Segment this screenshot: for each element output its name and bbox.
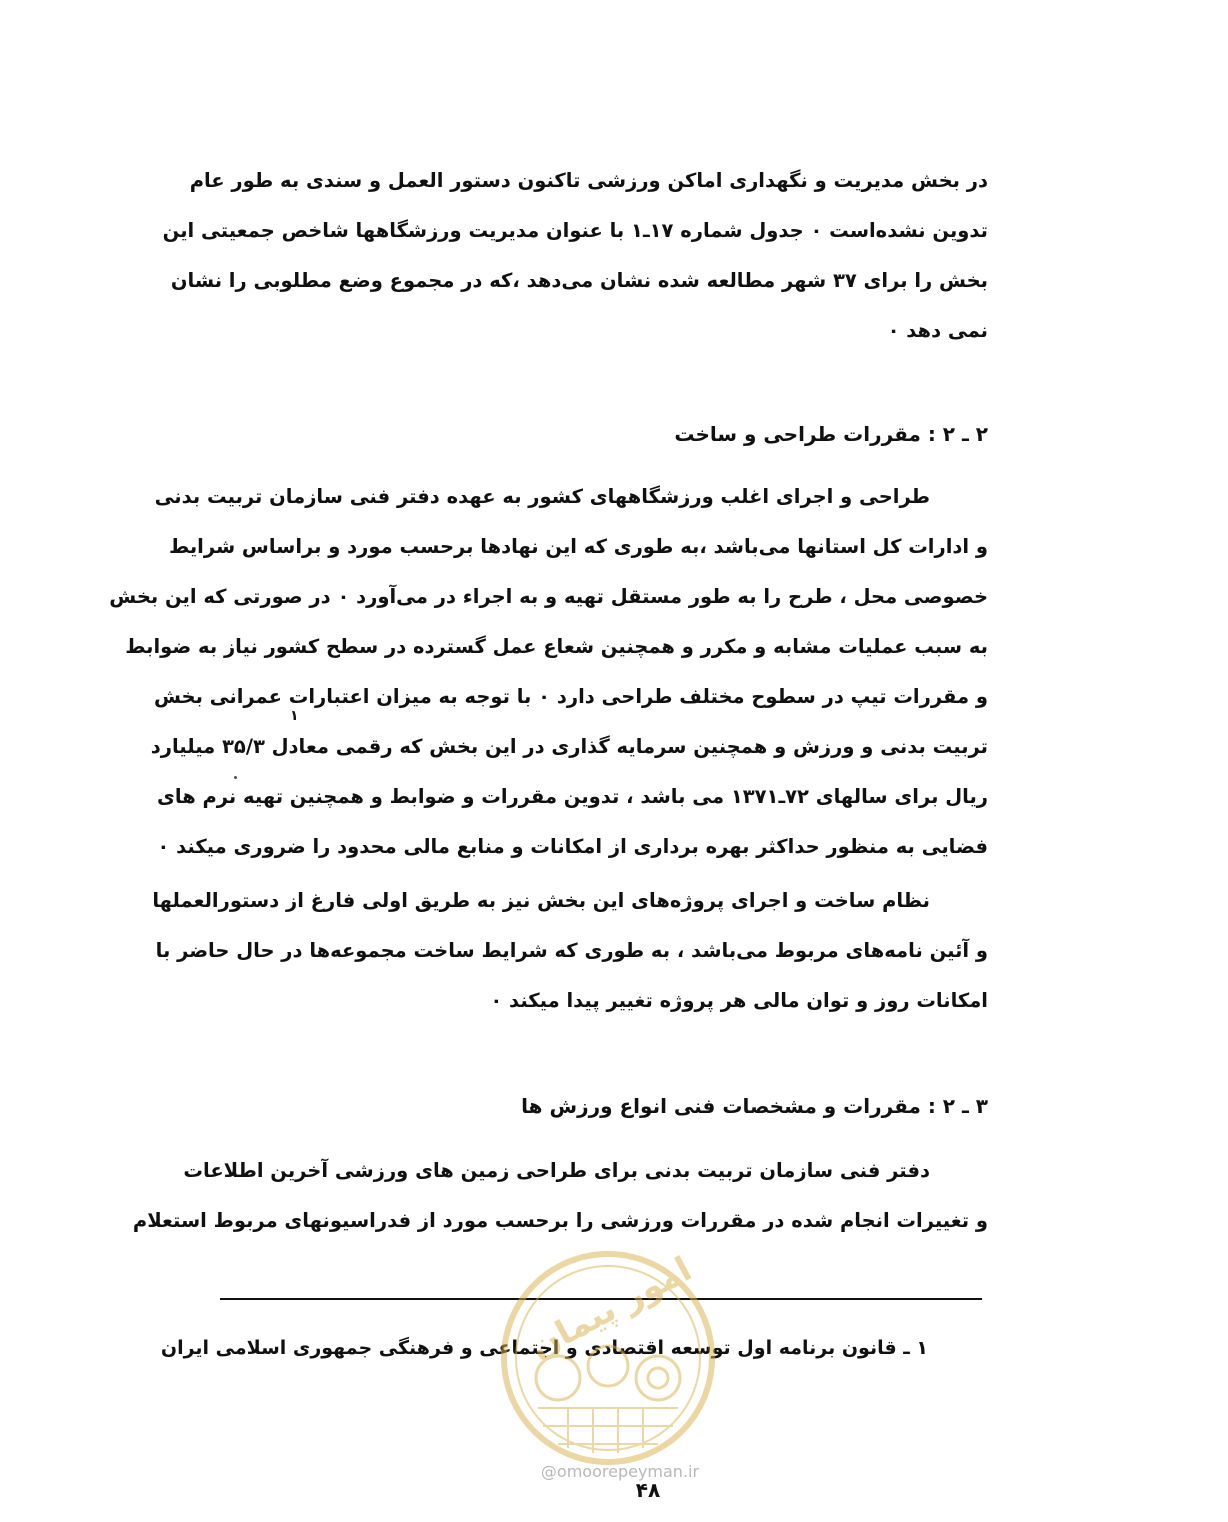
paragraph-construction-system	[152, 876, 988, 1026]
paragraph-line: و تغییرات انجام شده در مقررات ورزشی را برحسب مورد از فدراسیونهای مربوط استعلام	[132, 1209, 988, 1232]
paragraph-line: خصوصی محل ، طرح را به طور مستقل تهیه و به اجراء در می‌آورد ۰ در صورتی که این بخش	[109, 585, 988, 608]
paragraph-line: و ادارات کل استانها می‌باشد ،به طوری که این نهادها برحسب مورد و براساس شرایط	[168, 535, 988, 558]
paragraph-line: تربیت بدنی و ورزش و همچنین سرمایه گذاری در این بخش که رقمی معادل ۳۵/۳ میلیارد	[150, 735, 988, 758]
section-heading-2-2: ۲ ـ ۲ : مقررات طراحی و ساخت	[674, 422, 988, 446]
footnote-text: ۱ ـ قانون برنامه اول توسعه اقتصادی و اجتماعی و فرهنگی جمهوری اسلامی ایران	[160, 1337, 928, 1359]
paragraph-line: و آئین نامه‌های مربوط می‌باشد ، به طوری که شرایط ساخت مجموعه‌ها در حال حاضر با	[155, 939, 988, 962]
paragraph-design-regulations	[109, 472, 988, 872]
paragraph-line: و مقررات تیپ در سطوح مختلف طراحی دارد ۰ با توجه به میزان اعتبارات عمرانی بخش	[153, 685, 988, 708]
paragraph-line: نظام ساخت و اجرای پروژه‌های این بخش نیز به طریق اولی فارغ از دستورالعملها	[152, 889, 930, 912]
paragraph-line: دفتر فنی سازمان تربیت بدنی برای طراحی زمین های ورزشی آخرین اطلاعات	[183, 1159, 930, 1182]
footnote-reference-marker: ۱	[290, 708, 299, 724]
paragraph-line: بخش را برای ۳۷ شهر مطالعه شده نشان می‌دهد ،که در مجموع وضع مطلوبی را نشان	[170, 269, 988, 292]
brick-grid-icon	[538, 1408, 678, 1453]
paragraph-line: طراحی و اجرای اغلب ورزشگاههای کشور به عهده دفتر فنی سازمان تربیت بدنی	[154, 485, 930, 508]
website-watermark: @omoorepeyman.ir	[540, 1462, 700, 1481]
omoorepeyman-logo-watermark	[498, 1248, 718, 1468]
paragraph-line: فضایی به منظور حداکثر بهره برداری از امکانات و منابع مالی محدود را ضروری میکند ۰	[157, 835, 988, 858]
paragraph-line: در بخش مدیریت و نگهداری اماکن ورزشی تاکنون دستور العمل و سندی به طور عام	[189, 169, 988, 192]
section-heading-2-3: ۳ ـ ۲ : مقررات و مشخصات فنی انواع ورزش ها	[521, 1094, 988, 1118]
paragraph-line: نمی دهد ۰	[887, 319, 988, 342]
page-number: ۴۸	[635, 1478, 661, 1502]
paragraph-line: امکانات روز و توان مالی هر پروژه تغییر پیدا میکند ۰	[490, 989, 988, 1012]
scan-speck	[234, 776, 237, 779]
watermark-text: امور پیمان	[523, 1249, 699, 1368]
paragraph-line: ریال برای سالهای ۷۲ـ۱۳۷۱ می باشد ، تدوین مقررات و ضوابط و همچنین تهیه نرم های	[157, 785, 988, 808]
paragraph-technical-office	[132, 1146, 988, 1246]
paragraph-line: تدوین نشده‌است ۰ جدول شماره ۱۷ـ۱ با عنوان مدیریت ورزشگاهها شاخص جمعیتی این	[162, 219, 988, 242]
paragraph-line: به سبب عملیات مشابه و مکرر و همچنین شعاع عمل گسترده در سطح کشور نیاز به ضوابط	[125, 635, 988, 658]
paragraph-management	[162, 156, 988, 356]
